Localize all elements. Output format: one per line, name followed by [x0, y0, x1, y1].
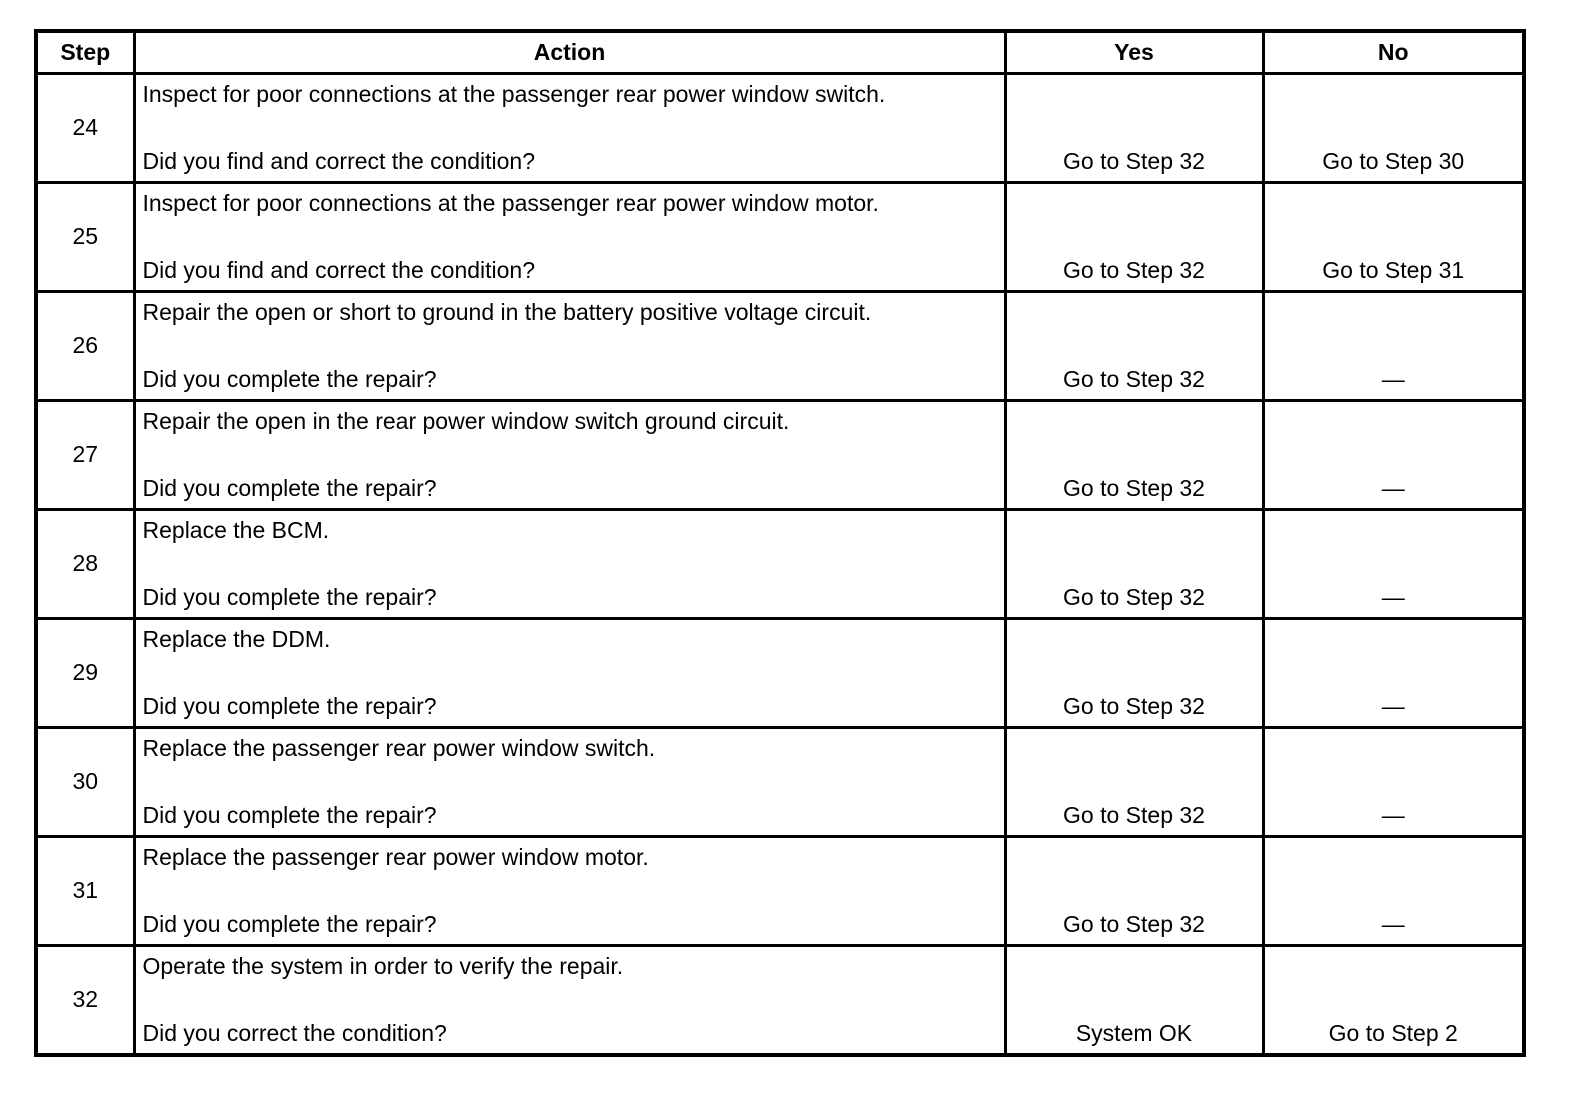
table-row [36, 509, 1524, 618]
action-text: Replace the DDM. [142, 625, 331, 652]
step-number: 31 [36, 836, 134, 945]
diagnostic-table [34, 29, 1526, 1057]
question-text: Did you complete the repair? [142, 692, 437, 719]
header-action: Action [134, 31, 1005, 73]
action-cell [134, 618, 1005, 727]
action-cell [134, 509, 1005, 618]
table-row [36, 618, 1524, 727]
action-text: Replace the BCM. [142, 516, 330, 543]
action-cell [134, 291, 1005, 400]
table-row [36, 945, 1524, 1055]
no-result: Go to Step 2 [1263, 945, 1524, 1055]
yes-result: Go to Step 32 [1005, 618, 1263, 727]
action-text: Repair the open or short to ground in the battery positive voltage circuit. [142, 298, 872, 325]
no-result: Go to Step 30 [1263, 73, 1524, 182]
yes-result: Go to Step 32 [1005, 73, 1263, 182]
table-row [36, 73, 1524, 182]
header-step: Step [36, 31, 134, 73]
no-result: Go to Step 31 [1263, 182, 1524, 291]
action-cell [134, 182, 1005, 291]
header-yes: Yes [1005, 31, 1263, 73]
yes-result: System OK [1005, 945, 1263, 1055]
table-row [36, 727, 1524, 836]
action-cell [134, 73, 1005, 182]
question-text: Did you find and correct the condition? [142, 256, 536, 283]
yes-result: Go to Step 32 [1005, 291, 1263, 400]
action-text: Replace the passenger rear power window switch. [142, 734, 656, 761]
action-text: Operate the system in order to verify the repair. [142, 952, 624, 979]
header-no: No [1263, 31, 1524, 73]
yes-result: Go to Step 32 [1005, 836, 1263, 945]
table-row [36, 400, 1524, 509]
action-cell [134, 836, 1005, 945]
header-row [36, 31, 1524, 73]
step-number: 26 [36, 291, 134, 400]
action-cell [134, 945, 1005, 1055]
question-text: Did you complete the repair? [142, 474, 437, 501]
step-number: 29 [36, 618, 134, 727]
table-row [36, 836, 1524, 945]
yes-result: Go to Step 32 [1005, 509, 1263, 618]
table-row [36, 182, 1524, 291]
no-result: — [1263, 509, 1524, 618]
yes-result: Go to Step 32 [1005, 727, 1263, 836]
action-text: Repair the open in the rear power window switch ground circuit. [142, 407, 790, 434]
step-number: 32 [36, 945, 134, 1055]
question-text: Did you complete the repair? [142, 801, 437, 828]
no-result: — [1263, 400, 1524, 509]
question-text: Did you find and correct the condition? [142, 147, 536, 174]
table-row [36, 291, 1524, 400]
yes-result: Go to Step 32 [1005, 400, 1263, 509]
no-result: — [1263, 836, 1524, 945]
step-number: 24 [36, 73, 134, 182]
no-result: — [1263, 727, 1524, 836]
step-number: 30 [36, 727, 134, 836]
question-text: Did you correct the condition? [142, 1019, 447, 1046]
step-number: 27 [36, 400, 134, 509]
question-text: Did you complete the repair? [142, 365, 437, 392]
action-cell [134, 400, 1005, 509]
step-number: 28 [36, 509, 134, 618]
action-text: Inspect for poor connections at the passenger rear power window motor. [142, 189, 879, 216]
question-text: Did you complete the repair? [142, 910, 437, 937]
yes-result: Go to Step 32 [1005, 182, 1263, 291]
step-number: 25 [36, 182, 134, 291]
no-result: — [1263, 291, 1524, 400]
action-text: Replace the passenger rear power window motor. [142, 843, 649, 870]
question-text: Did you complete the repair? [142, 583, 437, 610]
action-text: Inspect for poor connections at the passenger rear power window switch. [142, 80, 886, 107]
no-result: — [1263, 618, 1524, 727]
action-cell [134, 727, 1005, 836]
